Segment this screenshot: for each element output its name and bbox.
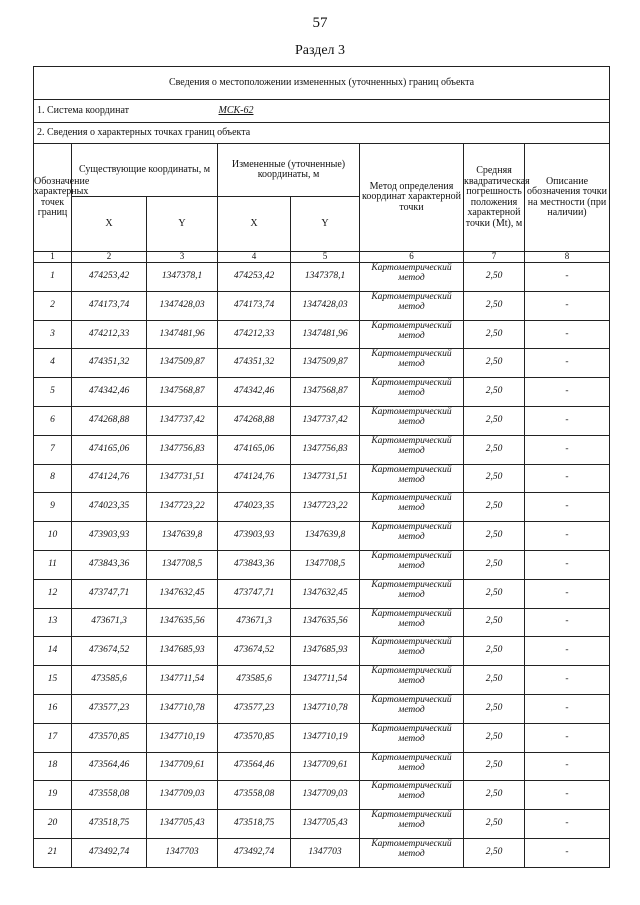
changed-y: 1347639,8 — [291, 522, 360, 551]
method-cell: Картометрический метод — [360, 550, 464, 579]
table-title: Сведения о местоположении измененных (уточненных) границ объекта — [34, 67, 610, 100]
header-existing-y: Y — [147, 197, 218, 252]
table-row — [34, 263, 610, 292]
existing-x: 473564,46 — [72, 752, 147, 781]
changed-x: 474173,74 — [218, 291, 291, 320]
precision-cell: 2,50 — [464, 694, 525, 723]
existing-x: 473570,85 — [72, 723, 147, 752]
changed-y: 1347481,96 — [291, 320, 360, 349]
changed-y: 1347705,43 — [291, 810, 360, 839]
column-number: 5 — [291, 252, 360, 263]
table-row — [34, 378, 610, 407]
changed-y: 1347632,45 — [291, 579, 360, 608]
description-cell: - — [525, 550, 610, 579]
point-number: 15 — [34, 666, 72, 695]
description-cell: - — [525, 464, 610, 493]
table-row — [34, 637, 610, 666]
existing-x: 474253,42 — [72, 263, 147, 292]
precision-cell: 2,50 — [464, 637, 525, 666]
changed-y: 1347703 — [291, 838, 360, 867]
existing-x: 473577,23 — [72, 694, 147, 723]
existing-y: 1347711,54 — [147, 666, 218, 695]
table-row — [34, 522, 610, 551]
coord-system-label: 1. Система координат — [37, 104, 130, 116]
changed-y: 1347710,19 — [291, 723, 360, 752]
column-number: 6 — [360, 252, 464, 263]
point-number: 6 — [34, 406, 72, 435]
point-number: 7 — [34, 435, 72, 464]
header-precision: Средняя квадратическая погрешность положения характерной точки (Mt), м — [464, 144, 525, 252]
point-number: 8 — [34, 464, 72, 493]
description-cell: - — [525, 263, 610, 292]
existing-x: 473518,75 — [72, 810, 147, 839]
point-number: 3 — [34, 320, 72, 349]
existing-x: 473903,93 — [72, 522, 147, 551]
description-cell: - — [525, 320, 610, 349]
description-cell: - — [525, 378, 610, 407]
page-number: 57 — [312, 15, 328, 31]
changed-y: 1347509,87 — [291, 349, 360, 378]
changed-y: 1347568,87 — [291, 378, 360, 407]
precision-cell: 2,50 — [464, 781, 525, 810]
existing-x: 474173,74 — [72, 291, 147, 320]
changed-x: 474212,33 — [218, 320, 291, 349]
changed-x: 474342,46 — [218, 378, 291, 407]
precision-cell: 2,50 — [464, 723, 525, 752]
point-number: 13 — [34, 608, 72, 637]
method-cell: Картометрический метод — [360, 435, 464, 464]
coord-system-row — [34, 100, 610, 123]
method-cell: Картометрический метод — [360, 378, 464, 407]
method-cell: Картометрический метод — [360, 781, 464, 810]
existing-x: 473674,52 — [72, 637, 147, 666]
precision-cell: 2,50 — [464, 349, 525, 378]
point-number: 21 — [34, 838, 72, 867]
changed-x: 473518,75 — [218, 810, 291, 839]
existing-y: 1347428,03 — [147, 291, 218, 320]
table-row — [34, 579, 610, 608]
method-cell: Картометрический метод — [360, 608, 464, 637]
existing-y: 1347632,45 — [147, 579, 218, 608]
section-title: Раздел 3 — [294, 43, 346, 58]
header-changed-coords: Измененные (уточненные) координаты, м — [218, 144, 360, 197]
point-number: 1 — [34, 263, 72, 292]
precision-cell: 2,50 — [464, 522, 525, 551]
changed-x: 473747,71 — [218, 579, 291, 608]
precision-cell: 2,50 — [464, 406, 525, 435]
precision-cell: 2,50 — [464, 263, 525, 292]
header-changed-y: Y — [291, 197, 360, 252]
changed-x: 474165,06 — [218, 435, 291, 464]
table-row — [34, 608, 610, 637]
table-row — [34, 550, 610, 579]
precision-cell: 2,50 — [464, 752, 525, 781]
changed-y: 1347709,61 — [291, 752, 360, 781]
existing-x: 473747,71 — [72, 579, 147, 608]
changed-x: 474253,42 — [218, 263, 291, 292]
description-cell: - — [525, 579, 610, 608]
table-row — [34, 493, 610, 522]
changed-x: 473585,6 — [218, 666, 291, 695]
method-cell: Картометрический метод — [360, 320, 464, 349]
table-row — [34, 666, 610, 695]
header-changed-x: X — [218, 197, 291, 252]
description-cell: - — [525, 522, 610, 551]
column-number: 8 — [525, 252, 610, 263]
coord-system-value: МСК-62 — [218, 104, 254, 116]
method-cell: Картометрический метод — [360, 810, 464, 839]
precision-cell: 2,50 — [464, 493, 525, 522]
precision-cell: 2,50 — [464, 608, 525, 637]
point-number: 10 — [34, 522, 72, 551]
precision-cell: 2,50 — [464, 320, 525, 349]
changed-x: 474351,32 — [218, 349, 291, 378]
header-description: Описание обозначения точки на местности (при наличии) — [525, 144, 610, 252]
changed-y: 1347685,93 — [291, 637, 360, 666]
changed-x: 473903,93 — [218, 522, 291, 551]
point-number: 17 — [34, 723, 72, 752]
existing-y: 1347709,03 — [147, 781, 218, 810]
description-cell: - — [525, 723, 610, 752]
description-cell: - — [525, 349, 610, 378]
existing-x: 473671,3 — [72, 608, 147, 637]
existing-y: 1347509,87 — [147, 349, 218, 378]
description-cell: - — [525, 666, 610, 695]
existing-y: 1347378,1 — [147, 263, 218, 292]
method-cell: Картометрический метод — [360, 752, 464, 781]
precision-cell: 2,50 — [464, 435, 525, 464]
description-cell: - — [525, 694, 610, 723]
boundary-points-table — [33, 66, 610, 868]
table-row — [34, 464, 610, 493]
method-cell: Картометрический метод — [360, 406, 464, 435]
point-number: 14 — [34, 637, 72, 666]
changed-x: 473674,52 — [218, 637, 291, 666]
changed-x: 474124,76 — [218, 464, 291, 493]
changed-x: 473558,08 — [218, 781, 291, 810]
existing-x: 474023,35 — [72, 493, 147, 522]
point-number: 2 — [34, 291, 72, 320]
existing-x: 474342,46 — [72, 378, 147, 407]
table-row — [34, 349, 610, 378]
column-number: 7 — [464, 252, 525, 263]
changed-y: 1347428,03 — [291, 291, 360, 320]
header-existing-x: X — [72, 197, 147, 252]
existing-y: 1347737,42 — [147, 406, 218, 435]
method-cell: Картометрический метод — [360, 579, 464, 608]
point-number: 19 — [34, 781, 72, 810]
point-number: 9 — [34, 493, 72, 522]
changed-x: 473843,36 — [218, 550, 291, 579]
method-cell: Картометрический метод — [360, 291, 464, 320]
changed-y: 1347635,56 — [291, 608, 360, 637]
existing-x: 474351,32 — [72, 349, 147, 378]
method-cell: Картометрический метод — [360, 694, 464, 723]
precision-cell: 2,50 — [464, 666, 525, 695]
point-number: 16 — [34, 694, 72, 723]
point-number: 12 — [34, 579, 72, 608]
description-cell: - — [525, 291, 610, 320]
table-row — [34, 694, 610, 723]
method-cell: Картометрический метод — [360, 723, 464, 752]
precision-cell: 2,50 — [464, 378, 525, 407]
existing-x: 473843,36 — [72, 550, 147, 579]
table-row — [34, 838, 610, 867]
changed-x: 473564,46 — [218, 752, 291, 781]
existing-x: 473585,6 — [72, 666, 147, 695]
changed-y: 1347731,51 — [291, 464, 360, 493]
precision-cell: 2,50 — [464, 550, 525, 579]
precision-cell: 2,50 — [464, 838, 525, 867]
description-cell: - — [525, 406, 610, 435]
column-number: 4 — [218, 252, 291, 263]
table-row — [34, 781, 610, 810]
description-cell: - — [525, 608, 610, 637]
existing-y: 1347705,43 — [147, 810, 218, 839]
changed-y: 1347708,5 — [291, 550, 360, 579]
header-designation: Обозначение характерных точек границ — [34, 144, 72, 252]
existing-y: 1347723,22 — [147, 493, 218, 522]
existing-y: 1347481,96 — [147, 320, 218, 349]
changed-y: 1347378,1 — [291, 263, 360, 292]
changed-x: 474023,35 — [218, 493, 291, 522]
existing-x: 474165,06 — [72, 435, 147, 464]
existing-y: 1347709,61 — [147, 752, 218, 781]
table-row — [34, 752, 610, 781]
description-cell: - — [525, 838, 610, 867]
existing-y: 1347639,8 — [147, 522, 218, 551]
method-cell: Картометрический метод — [360, 349, 464, 378]
changed-y: 1347737,42 — [291, 406, 360, 435]
changed-x: 473570,85 — [218, 723, 291, 752]
changed-x: 473671,3 — [218, 608, 291, 637]
points-section-label: 2. Сведения о характерных точках границ объекта — [34, 123, 610, 144]
existing-x: 473492,74 — [72, 838, 147, 867]
method-cell: Картометрический метод — [360, 637, 464, 666]
description-cell: - — [525, 493, 610, 522]
changed-y: 1347711,54 — [291, 666, 360, 695]
changed-x: 474268,88 — [218, 406, 291, 435]
header-existing-coords: Существующие координаты, м — [72, 144, 218, 197]
existing-x: 474124,76 — [72, 464, 147, 493]
method-cell: Картометрический метод — [360, 464, 464, 493]
table-row — [34, 435, 610, 464]
column-number: 1 — [34, 252, 72, 263]
column-number: 2 — [72, 252, 147, 263]
point-number: 11 — [34, 550, 72, 579]
description-cell: - — [525, 637, 610, 666]
changed-x: 473492,74 — [218, 838, 291, 867]
header-method: Метод определения координат характерной точки — [360, 144, 464, 252]
description-cell: - — [525, 752, 610, 781]
existing-y: 1347635,56 — [147, 608, 218, 637]
point-number: 20 — [34, 810, 72, 839]
changed-y: 1347709,03 — [291, 781, 360, 810]
table-row — [34, 406, 610, 435]
method-cell: Картометрический метод — [360, 838, 464, 867]
changed-y: 1347756,83 — [291, 435, 360, 464]
changed-y: 1347723,22 — [291, 493, 360, 522]
table-row — [34, 723, 610, 752]
precision-cell: 2,50 — [464, 464, 525, 493]
method-cell: Картометрический метод — [360, 522, 464, 551]
existing-y: 1347708,5 — [147, 550, 218, 579]
existing-x: 474212,33 — [72, 320, 147, 349]
precision-cell: 2,50 — [464, 810, 525, 839]
table-row — [34, 810, 610, 839]
method-cell: Картометрический метод — [360, 263, 464, 292]
existing-y: 1347710,19 — [147, 723, 218, 752]
table-row — [34, 291, 610, 320]
description-cell: - — [525, 435, 610, 464]
column-number: 3 — [147, 252, 218, 263]
description-cell: - — [525, 810, 610, 839]
existing-y: 1347568,87 — [147, 378, 218, 407]
point-number: 18 — [34, 752, 72, 781]
existing-y: 1347756,83 — [147, 435, 218, 464]
point-number: 5 — [34, 378, 72, 407]
method-cell: Картометрический метод — [360, 493, 464, 522]
existing-y: 1347703 — [147, 838, 218, 867]
changed-y: 1347710,78 — [291, 694, 360, 723]
description-cell: - — [525, 781, 610, 810]
changed-x: 473577,23 — [218, 694, 291, 723]
method-cell: Картометрический метод — [360, 666, 464, 695]
column-numbers-row — [34, 252, 610, 263]
point-number: 4 — [34, 349, 72, 378]
existing-y: 1347731,51 — [147, 464, 218, 493]
existing-x: 473558,08 — [72, 781, 147, 810]
existing-y: 1347685,93 — [147, 637, 218, 666]
table-row — [34, 320, 610, 349]
precision-cell: 2,50 — [464, 291, 525, 320]
existing-x: 474268,88 — [72, 406, 147, 435]
precision-cell: 2,50 — [464, 579, 525, 608]
existing-y: 1347710,78 — [147, 694, 218, 723]
